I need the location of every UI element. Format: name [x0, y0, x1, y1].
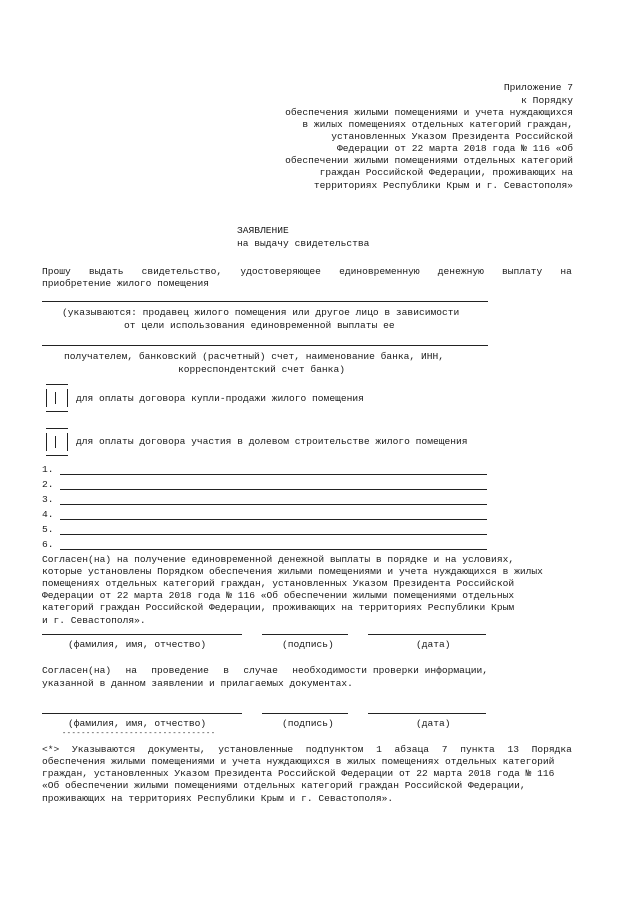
appendix-line: территориях Республики Крым и г. Севастополя»	[313, 180, 573, 191]
purchase-checkbox[interactable]	[46, 384, 68, 412]
consent-text: помещениях отдельных категорий граждан, установленных Указом Президента Российской	[42, 578, 515, 589]
appendix-line: обеспечении жилыми помещениями отдельных категорий	[285, 155, 573, 166]
document-title: ЗАЯВЛЕНИЕ	[237, 225, 289, 236]
consent-verification-line-2: указанной в данном заявлении и прилагаемых документах.	[42, 678, 353, 689]
document-item-line[interactable]	[60, 474, 487, 475]
signature-caption: (подпись)	[282, 718, 334, 729]
purchase-option-label: для оплаты договора купли-продажи жилого помещения	[76, 393, 364, 404]
name-field-line[interactable]	[42, 634, 242, 635]
appendix-line: граждан Российской Федерации, проживающих на	[319, 167, 573, 178]
footnote-text: граждан, установленных Указом Президента Российской Федерации от 22 марта 2018 года № 116	[42, 768, 555, 779]
recipient-hint: (указываются: продавец жилого помещения или другое лицо в зависимости	[62, 307, 460, 318]
name-caption: (фамилия, имя, отчество)	[68, 639, 207, 650]
shared-construction-checkbox[interactable]	[46, 428, 68, 456]
footnote-text: обеспечения жилыми помещениями и учета нуждающихся в жилых помещениях отдельных категорий	[42, 756, 555, 767]
document-item-number: 6.	[42, 539, 54, 550]
footnote-separator: --------------------------------	[62, 730, 216, 738]
document-item-number: 2.	[42, 479, 54, 490]
document-item-line[interactable]	[60, 519, 487, 520]
consent-text: категорий граждан Российской Федерации, проживающих на территориях Республики Крым	[42, 602, 515, 613]
appendix-number: Приложение 7	[503, 82, 573, 93]
consent-text: Федерации от 22 марта 2018 года № 116 «Об обеспечении жилыми помещениями отдельных	[42, 590, 515, 601]
footnote-text: проживающих на территориях Республики Крым и г. Севастополя».	[42, 793, 394, 804]
shared-construction-option-label: для оплаты договора участия в долевом строительстве жилого помещения	[76, 436, 468, 447]
document-item-line[interactable]	[60, 489, 487, 490]
document-item-number: 1.	[42, 464, 54, 475]
request-line-1: Прошу выдать свидетельство, удостоверяющее единовременную денежную выплату на	[42, 266, 572, 277]
consent-text: Согласен(на) на получение единовременной денежной выплаты в порядке и на условиях,	[42, 554, 515, 565]
appendix-line: установленных Указом Президента Российской	[331, 131, 573, 142]
signature-field-line[interactable]	[262, 713, 348, 714]
appendix-line: в жилых помещениях отдельных категорий граждан,	[302, 119, 573, 130]
bank-hint: корреспондентский счет банка)	[178, 364, 345, 375]
signature-caption: (подпись)	[282, 639, 334, 650]
document-item-line[interactable]	[60, 504, 487, 505]
appendix-line: Федерации от 22 марта 2018 года № 116 «Об	[336, 143, 573, 154]
name-caption: (фамилия, имя, отчество)	[68, 718, 207, 729]
date-field-line[interactable]	[368, 634, 486, 635]
consent-text: и г. Севастополя».	[42, 615, 146, 626]
consent-text: которые установлены Порядком обеспечения жилыми помещениями и учета нуждающихся в жилых	[42, 566, 543, 577]
footnote-text: «Об обеспечении жилыми помещениями отдельных категорий граждан Российской Федерации,	[42, 780, 526, 791]
document-item-line[interactable]	[60, 549, 487, 550]
recipient-field-line[interactable]	[42, 301, 488, 302]
date-caption: (дата)	[416, 639, 451, 650]
date-caption: (дата)	[416, 718, 451, 729]
appendix-line: к Порядку	[521, 95, 573, 106]
footnote-line-1: <*> Указываются документы, установленные подпунктом 1 абзаца 7 пункта 13 Порядка	[42, 744, 572, 755]
signature-field-line[interactable]	[262, 634, 348, 635]
consent-verification-line-1: Согласен(на) на проведение в случае необходимости проверки информации,	[42, 665, 488, 676]
document-item-number: 4.	[42, 509, 54, 520]
document-subtitle: на выдачу свидетельства	[237, 238, 370, 249]
bank-hint: получателем, банковский (расчетный) счет, наименование банка, ИНН,	[64, 351, 444, 362]
bank-field-line[interactable]	[42, 345, 488, 346]
recipient-hint: от цели использования единовременной выплаты ее	[124, 320, 395, 331]
document-item-number: 3.	[42, 494, 54, 505]
request-line-2: приобретение жилого помещения	[42, 278, 209, 289]
appendix-line: обеспечения жилыми помещениями и учета нуждающихся	[285, 107, 573, 118]
name-field-line[interactable]	[42, 713, 242, 714]
date-field-line[interactable]	[368, 713, 486, 714]
document-item-number: 5.	[42, 524, 54, 535]
document-item-line[interactable]	[60, 534, 487, 535]
